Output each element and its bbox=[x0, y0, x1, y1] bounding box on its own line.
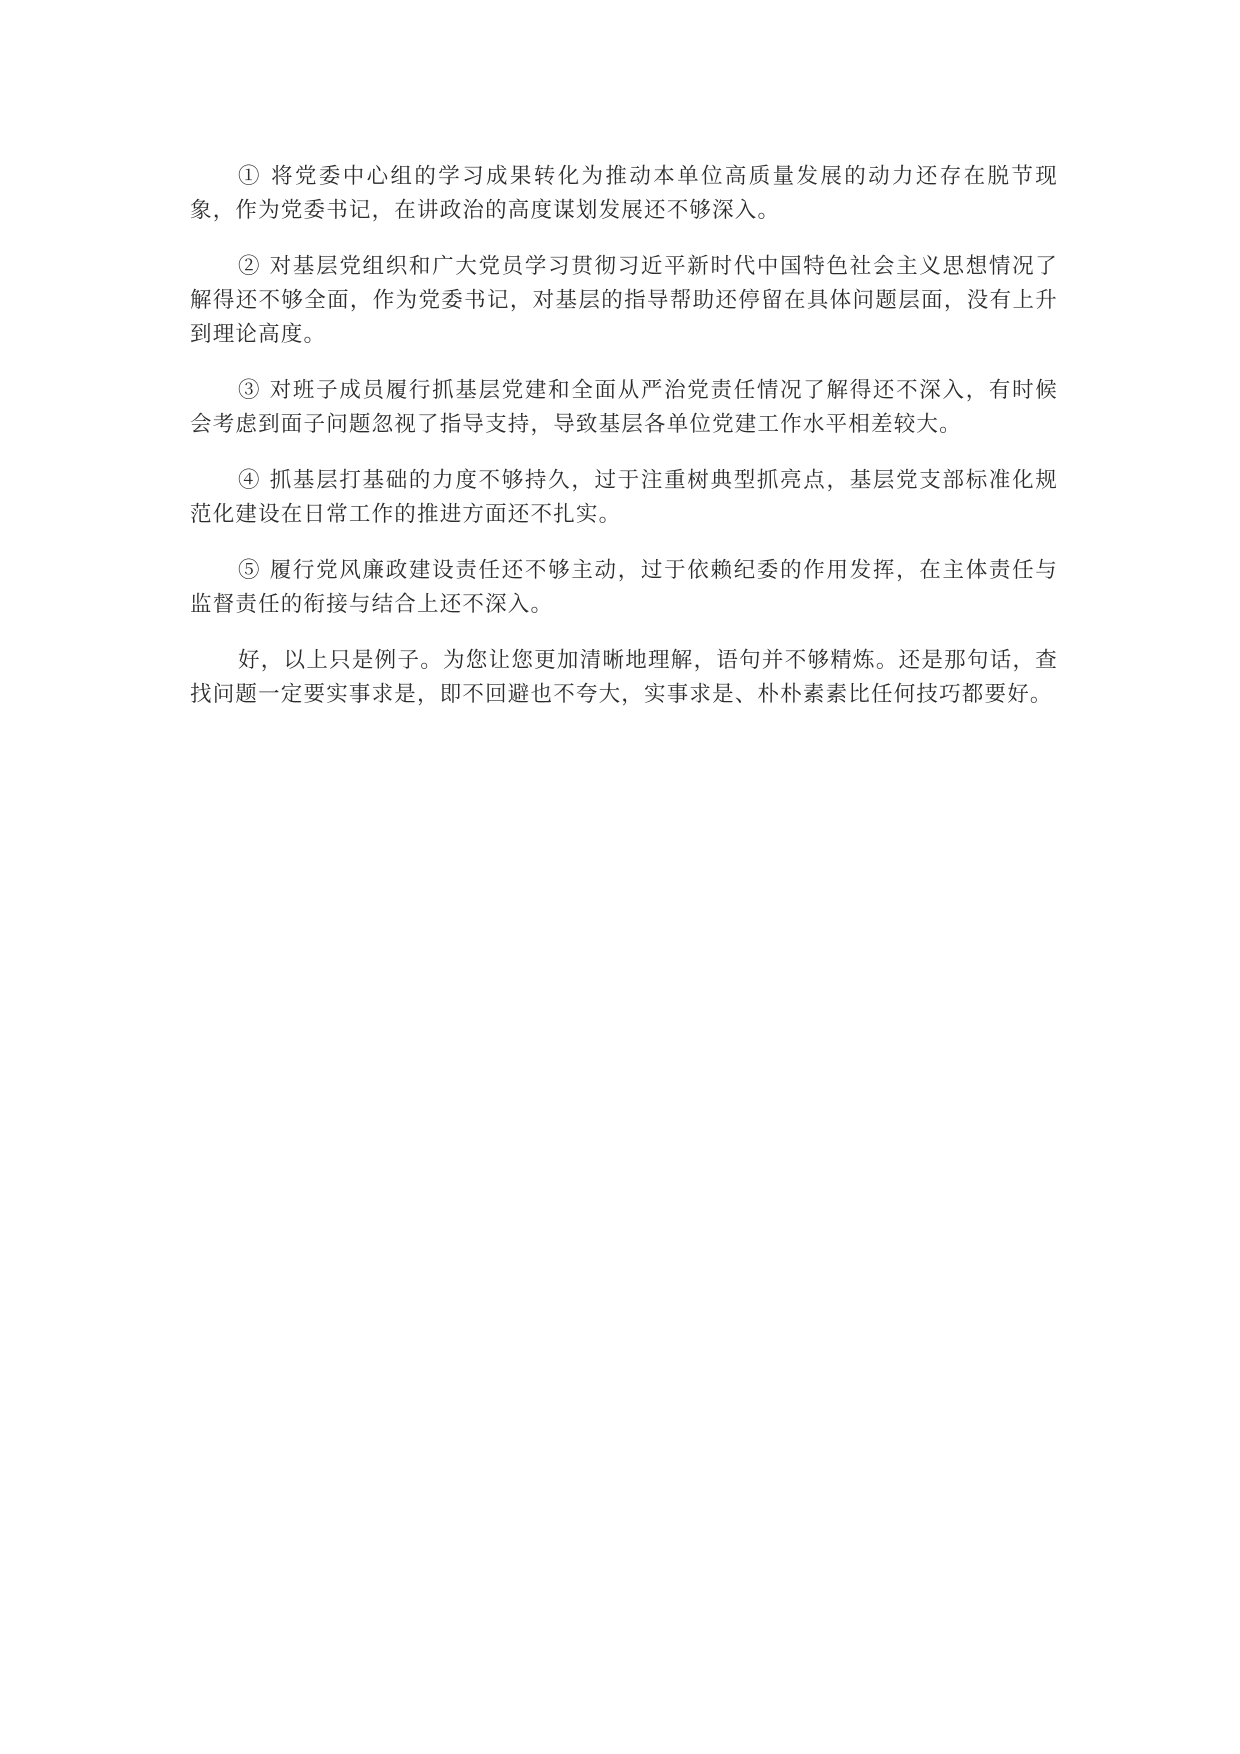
document-body bbox=[190, 160, 1058, 734]
paragraph-item-3: ③ 对班子成员履行抓基层党建和全面从严治党责任情况了解得还不深入，有时候会考虑到面子问题忽视了指导支持，导致基层各单位党建工作水平相差较大。 bbox=[190, 378, 1058, 437]
paragraph-item-4: ④ 抓基层打基础的力度不够持久，过于注重树典型抓亮点，基层党支部标准化规范化建设在日常工作的推进方面还不扎实。 bbox=[190, 468, 1058, 527]
closing-paragraph: 好，以上只是例子。为您让您更加清晰地理解，语句并不够精炼。还是那句话，查找问题一定要实事求是，即不回避也不夸大，实事求是、朴朴素素比任何技巧都要好。 bbox=[190, 648, 1058, 707]
paragraph-item-5: ⑤ 履行党风廉政建设责任还不够主动，过于依赖纪委的作用发挥，在主体责任与监督责任的衔接与结合上还不深入。 bbox=[190, 558, 1058, 617]
paragraph-item-2: ② 对基层党组织和广大党员学习贯彻习近平新时代中国特色社会主义思想情况了解得还不够全面，作为党委书记，对基层的指导帮助还停留在具体问题层面，没有上升到理论高度。 bbox=[190, 254, 1058, 347]
paragraph-item-1: ① 将党委中心组的学习成果转化为推动本单位高质量发展的动力还存在脱节现象，作为党委书记，在讲政治的高度谋划发展还不够深入。 bbox=[190, 164, 1058, 223]
